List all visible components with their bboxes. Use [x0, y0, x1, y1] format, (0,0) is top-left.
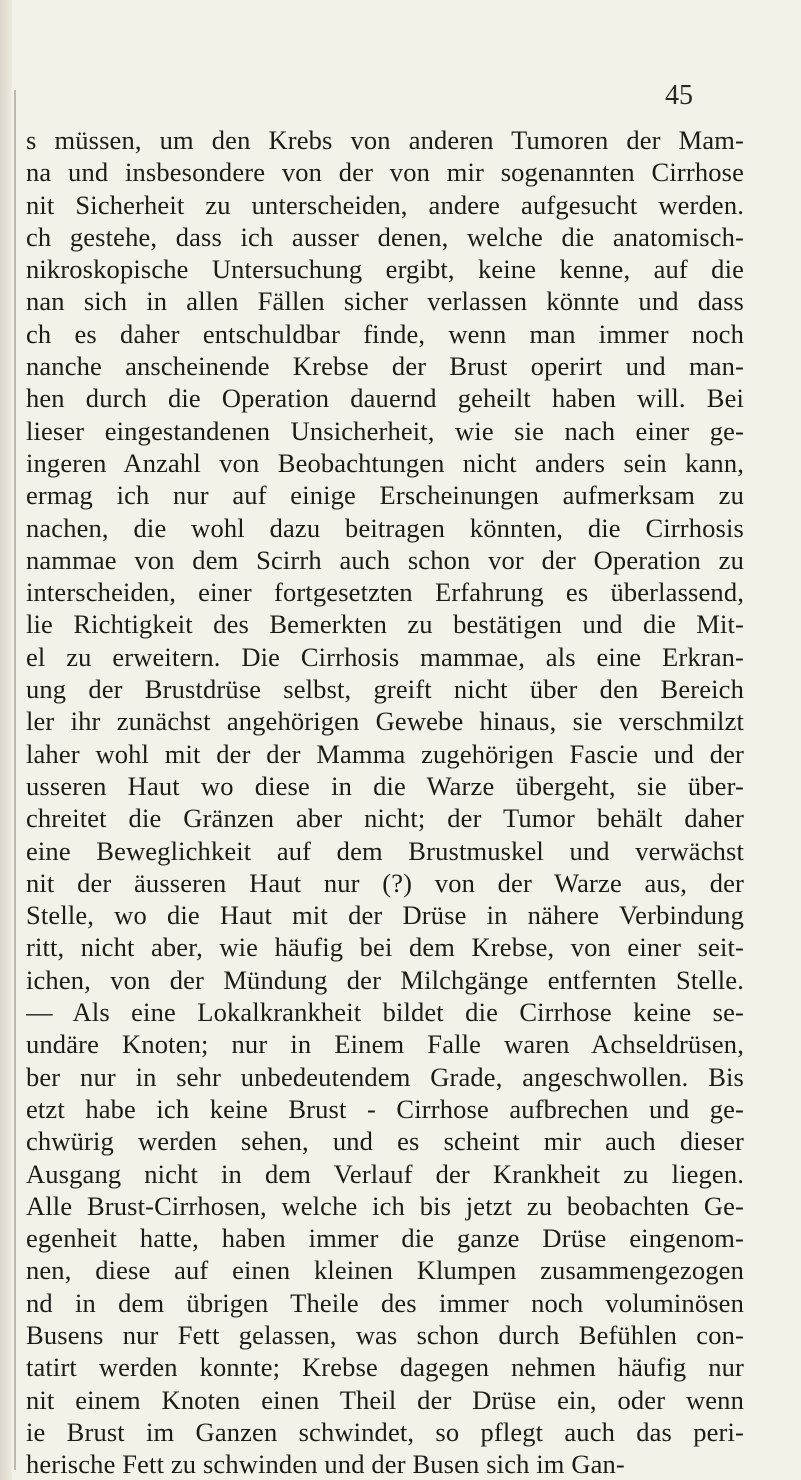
- text-line: nanche anscheinende Krebse der Brust operirt und man-: [26, 351, 744, 382]
- text-line: ber nur in sehr unbedeutendem Grade, angeschwollen. Bis: [26, 1061, 744, 1092]
- text-line: etzt habe ich keine Brust - Cirrhose aufbrechen und ge-: [26, 1093, 744, 1124]
- text-line: hen durch die Operation dauernd geheilt haben will. Bei: [26, 383, 744, 414]
- text-line: ingeren Anzahl von Beobachtungen nicht anders sein kann,: [26, 447, 744, 478]
- text-line: Stelle, wo die Haut mit der Drüse in nähere Verbindung: [26, 900, 744, 931]
- text-line: ie Brust im Ganzen schwindet, so pflegt auch das peri-: [26, 1416, 744, 1447]
- text-line: nit Sicherheit zu unterscheiden, andere aufgesucht werden.: [26, 189, 744, 220]
- text-line: laher wohl mit der der Mamma zugehörigen Fascie und der: [26, 738, 744, 769]
- text-line: nan sich in allen Fällen sicher verlassen könnte und dass: [26, 286, 744, 317]
- text-line: nd in dem übrigen Theile des immer noch voluminösen: [26, 1287, 744, 1318]
- text-line: undäre Knoten; nur in Einem Falle waren Achseldrüsen,: [26, 1029, 744, 1060]
- text-line: nachen, die wohl dazu beitragen könnten, die Cirrhosis: [26, 512, 744, 543]
- page-gutter: [0, 0, 12, 1480]
- text-line: usseren Haut wo diese in die Warze übergeht, sie über-: [26, 770, 744, 801]
- text-line: na und insbesondere von der von mir sogenannten Cirrhose: [26, 157, 744, 188]
- text-line: ermag ich nur auf einige Erscheinungen aufmerksam zu: [26, 480, 744, 511]
- text-line: interscheiden, einer fortgesetzten Erfahrung es überlassend,: [26, 577, 744, 608]
- text-line: chreitet die Gränzen aber nicht; der Tumor behält daher: [26, 803, 744, 834]
- text-line: nammae von dem Scirrh auch schon vor der Operation zu: [26, 544, 744, 575]
- text-line: herische Fett zu schwinden und der Busen sich im Gan-: [26, 1449, 625, 1480]
- text-line: nit einem Knoten einen Theil der Drüse ein, oder wenn: [26, 1384, 744, 1415]
- text-line: nit der äusseren Haut nur (?) von der Warze aus, der: [26, 867, 744, 898]
- binding-edge: [14, 90, 16, 1470]
- text-line: tatirt werden konnte; Krebse dagegen nehmen häufig nur: [26, 1352, 744, 1383]
- text-line: lie Richtigkeit des Bemerkten zu bestätigen und die Mit-: [26, 609, 744, 640]
- text-line: Busens nur Fett gelassen, was schon durch Befühlen con-: [26, 1319, 744, 1350]
- text-line: ler ihr zunächst angehörigen Gewebe hinaus, sie verschmilzt: [26, 706, 744, 737]
- text-line: — Als eine Lokalkrankheit bildet die Cirrhose keine se-: [26, 997, 744, 1028]
- text-line: ung der Brustdrüse selbst, greift nicht über den Bereich: [26, 674, 744, 705]
- text-line: Ausgang nicht in dem Verlauf der Krankheit zu liegen.: [26, 1158, 744, 1189]
- page-number: 45: [665, 80, 693, 111]
- text-line: Alle Brust-Cirrhosen, welche ich bis jetzt zu beobachten Ge-: [26, 1190, 744, 1221]
- text-line: nen, diese auf einen kleinen Klumpen zusammengezogen: [26, 1255, 744, 1286]
- text-line: nikroskopische Untersuchung ergibt, keine kenne, auf die: [26, 254, 744, 285]
- text-line: s müssen, um den Krebs von anderen Tumoren der Mam-: [26, 125, 744, 155]
- text-line: ritt, nicht aber, wie häufig bei dem Krebse, von einer seit-: [26, 932, 744, 963]
- text-line: egenheit hatte, haben immer die ganze Drüse eingenom-: [26, 1223, 744, 1254]
- text-line: ch gestehe, dass ich ausser denen, welche die anatomisch-: [26, 221, 744, 252]
- text-line: ch es daher entschuldbar finde, wenn man immer noch: [26, 318, 744, 349]
- text-line: chwürig werden sehen, und es scheint mir auch dieser: [26, 1126, 744, 1157]
- text-line: el zu erweitern. Die Cirrhosis mammae, als eine Erkran-: [26, 641, 744, 672]
- text-line: lieser eingestandenen Unsicherheit, wie sie nach einer ge-: [26, 415, 744, 446]
- body-text: [26, 124, 744, 1480]
- text-line: ichen, von der Mündung der Milchgänge entfernten Stelle.: [26, 964, 744, 995]
- text-line: eine Beweglichkeit auf dem Brustmuskel und verwächst: [26, 835, 744, 866]
